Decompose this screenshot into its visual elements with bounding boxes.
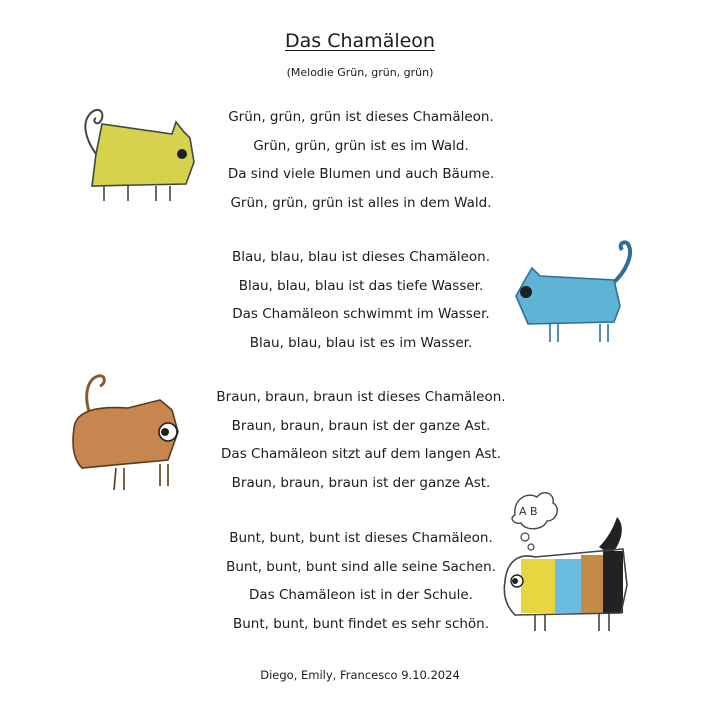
stanza-line: Braun, braun, braun ist der ganze Ast. [231,417,491,434]
stanza-brown [190,383,532,497]
stanza-line: Braun, braun, braun ist dieses Chamäleon. [216,389,506,405]
blue-chameleon-drawing-icon [510,236,645,346]
stanza-line: Das Chamäleon sitzt auf dem langen Ast. [221,446,501,462]
brown-chameleon-drawing-icon [68,368,203,498]
stanza-line: Braun, braun, braun ist der ganze Ast. [231,474,491,491]
colorful-chameleon-drawing-icon [495,485,645,635]
stanza-line: Da sind viele Blumen und auch Bäume. [227,166,495,182]
stanza-line: Grün, grün, grün ist dieses Chamäleon. [228,109,494,125]
stanza-line: Blau, blau, blau ist das tiefe Wasser. [238,277,484,294]
stanza-line: Das Chamäleon ist in der Schule. [249,587,473,603]
stanza-line: Bunt, bunt, bunt ist dieses Chamäleon. [229,530,493,546]
stanza-line: Blau, blau, blau ist dieses Chamäleon. [231,249,491,265]
stanza-line: Blau, blau, blau ist es im Wasser. [249,334,473,351]
stanza-blue [190,243,532,357]
stanza-line: Bunt, bunt, bunt findet es sehr schön. [232,615,490,632]
stanza-line: Bunt, bunt, bunt sind alle seine Sachen. [226,558,496,575]
svg-text:A B: A B [519,505,538,518]
stanza-line: Das Chamäleon schwimmt im Wasser. [232,306,490,322]
melody-subtitle: (Melodie Grün, grün, grün) [286,66,434,79]
stanza-line: Grün, grün, grün ist alles in dem Wald. [230,194,492,211]
authors-date: Diego, Emily, Francesco 9.10.2024 [260,668,460,682]
stanza-colorful [190,524,532,638]
stanza-line: Grün, grün, grün ist es im Wald. [253,137,469,154]
poem-title: Das Chamäleon [285,30,435,52]
stanza-green [190,103,532,217]
green-chameleon-drawing-icon [72,98,202,203]
